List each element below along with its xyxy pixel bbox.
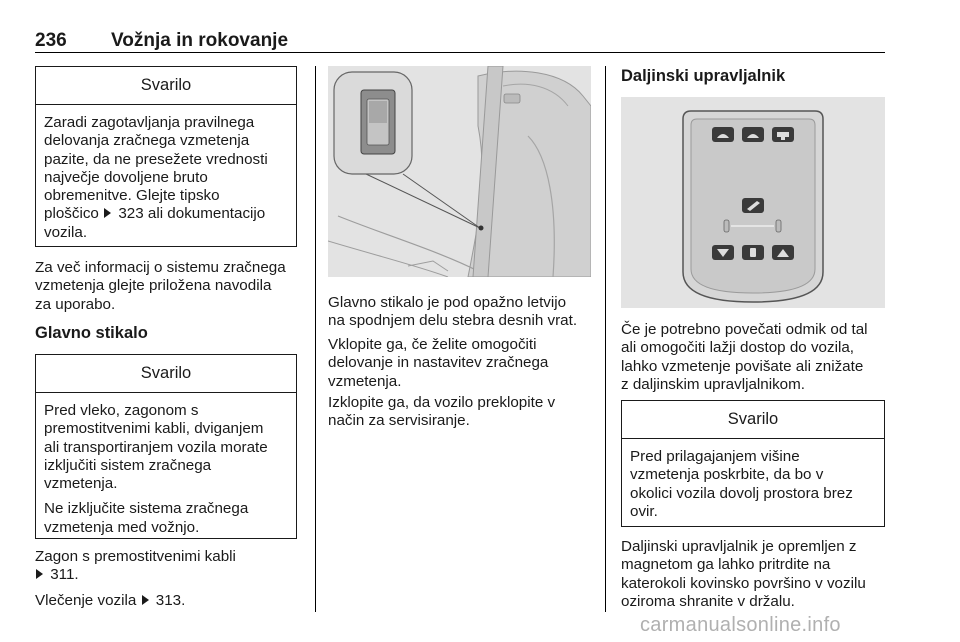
column-divider-right [605, 66, 606, 612]
text-line: vzmetenja. [44, 475, 118, 493]
text-line: premostitvenimi kabli, dviganjem [44, 420, 264, 438]
header-rule [35, 52, 885, 53]
page-title: Vožnja in rokovanje [111, 30, 289, 51]
info-paragraph [35, 259, 305, 314]
text-line: izključiti sistem zračnega [44, 456, 212, 474]
section-heading-remote: Daljinski upravljalnik [621, 67, 786, 85]
switch-location-caption [328, 294, 598, 331]
text-line: vozila. [44, 223, 88, 241]
text-line: Za več informacij o sistemu zračnega [35, 259, 286, 276]
page-header [35, 30, 885, 52]
text-line: Daljinski upravljalnik je opremljen z [621, 538, 857, 555]
page-ref-link[interactable]: 311. [46, 566, 79, 584]
text-line: lahko vzmetenje povišate ali znižate [621, 357, 864, 375]
text-line: ovir. [630, 502, 658, 520]
text-line: vzmetenja med vožnjo. [44, 518, 200, 536]
text-line [35, 566, 305, 584]
text-line: obremenitve. Glejte tipsko [44, 187, 220, 205]
switch-on-paragraph [328, 336, 598, 391]
text-line: Vlečenje vozila [35, 592, 137, 609]
text-line: delovanje in nastavitev zračnega [328, 354, 549, 372]
remote-control-illustration [621, 97, 885, 308]
warning-paragraph [44, 500, 288, 537]
warning-box-clearance [621, 400, 885, 527]
warning-paragraph [44, 402, 288, 493]
page-reference-arrow-icon [36, 569, 43, 579]
text-line: največje dovoljene bruto [44, 168, 208, 186]
text-line: Zaradi zagotavljanja pravilnega [44, 114, 255, 131]
door-pillar-switch-drawing [328, 66, 591, 277]
text-line: pazite, da ne presežete vrednosti [44, 150, 268, 168]
warning-body [36, 393, 296, 545]
warning-title: Svarilo [36, 67, 296, 105]
text-line: vzmetenja poskrbite, da bo v [630, 466, 824, 484]
page-reference-arrow-icon [142, 595, 149, 605]
page-reference-arrow-icon [104, 208, 111, 218]
text-line: vzmetenja. [328, 372, 402, 390]
remote-description [621, 321, 891, 394]
text-line: ali transportiranjem vozila morate [44, 438, 268, 456]
watermark: carmanualsonline.info [640, 614, 841, 636]
section-heading-main-switch: Glavno stikalo [35, 324, 148, 342]
text-line: Ne izključite sistema zračnega [44, 500, 249, 518]
text-line: način za servisiranje. [328, 412, 470, 430]
towing-reference [35, 592, 305, 610]
page-ref-link[interactable]: 323 ali dokumentacijo [114, 205, 266, 223]
remote-control-drawing [621, 97, 885, 308]
text-line [44, 205, 288, 223]
text-line: Vklopite ga, če želite omogočiti [328, 336, 537, 353]
column-divider-left [315, 66, 316, 612]
remote-mounting-paragraph [621, 538, 891, 611]
text-line: okolici vozila dovolj prostora brez [630, 484, 853, 502]
warning-title: Svarilo [36, 355, 296, 393]
text-line: katerokoli kovinsko površino v vozilu [621, 574, 866, 592]
page-number: 236 [35, 30, 67, 51]
ref-prefix: ploščico [44, 205, 99, 223]
text-line: ali omogočiti lažji dostop do vozila, [621, 339, 854, 357]
text-line: delovanja zračnega vzmetenja [44, 132, 250, 150]
switch-off-paragraph [328, 394, 598, 431]
jump-start-reference [35, 548, 305, 585]
text-line: z daljinskim upravljalnikom. [621, 375, 806, 393]
warning-title: Svarilo [622, 401, 884, 439]
main-switch-illustration [328, 66, 591, 277]
text-line: Izklopite ga, da vozilo preklopite v [328, 394, 556, 411]
text-line: Glavno stikalo je pod opažno letvijo [328, 294, 567, 311]
warning-body [36, 105, 296, 250]
text-line: na spodnjem delu stebra desnih vrat. [328, 312, 578, 330]
text-line: vzmetenja glejte priložena navodila [35, 277, 272, 295]
text-line: za uporabo. [35, 295, 116, 313]
text-line: Pred vleko, zagonom s [44, 402, 199, 419]
warning-box-load [35, 66, 297, 247]
text-line: Zagon s premostitvenimi kabli [35, 548, 236, 565]
text-line: magnetom ga lahko pritrdite na [621, 556, 831, 574]
warning-body [622, 439, 884, 529]
text-line: Če je potrebno povečati odmik od tal [621, 321, 868, 338]
warning-box-tow [35, 354, 297, 539]
text-line: Pred prilagajanjem višine [630, 448, 800, 465]
text-line: oziroma shranite v držalu. [621, 592, 795, 610]
page-ref-link[interactable]: 313. [151, 592, 186, 609]
